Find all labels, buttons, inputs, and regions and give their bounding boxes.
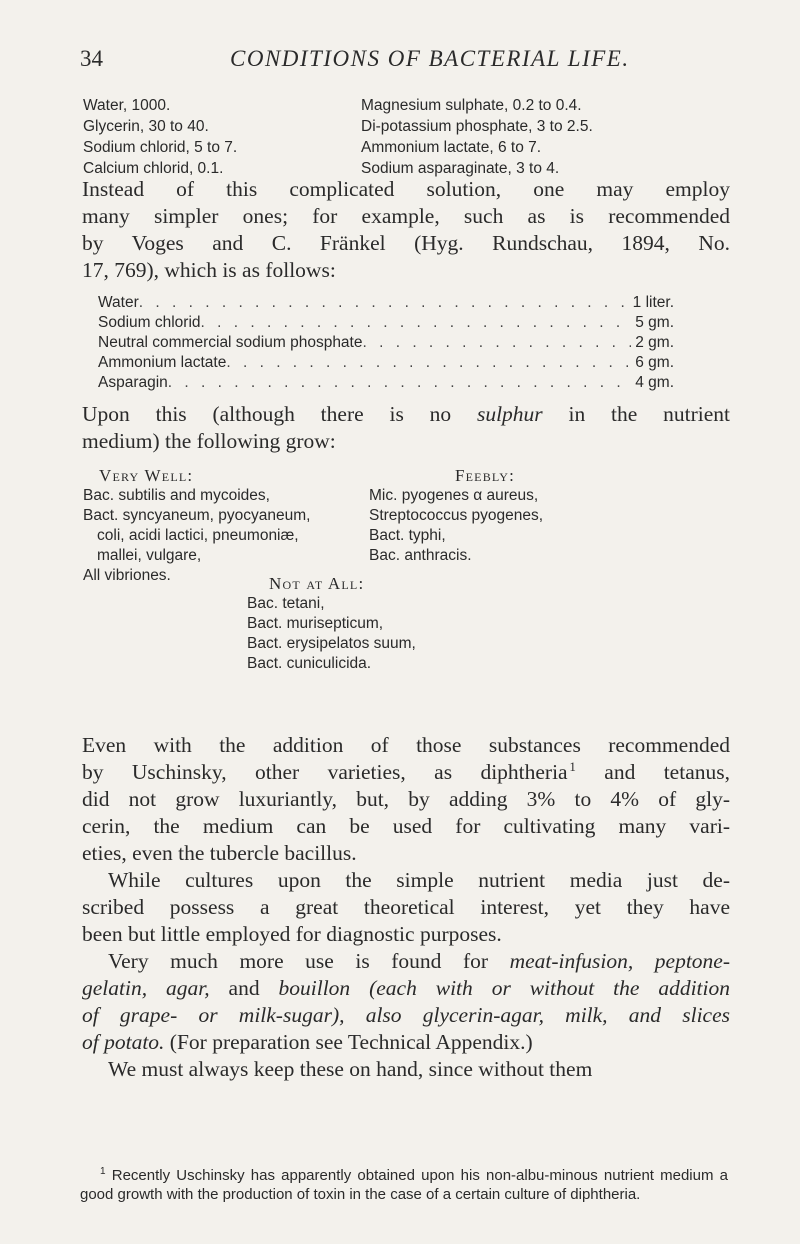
text-line: 17, 769), which is as follows: <box>82 258 336 282</box>
footnote <box>80 1166 728 1204</box>
group-heading: Feebly: <box>455 466 516 485</box>
recipe-ingredient: Water <box>98 294 139 311</box>
text-line <box>82 1029 730 1056</box>
organism-item: Bact. typhi, <box>369 527 446 544</box>
text-line <box>82 401 730 428</box>
organism-item: All vibriones. <box>83 567 171 584</box>
text-line: medium) the following grow: <box>82 429 336 453</box>
text-span: and tetanus, <box>575 760 730 784</box>
text-span: (For preparation see Technical Appendix.) <box>164 1030 533 1054</box>
group-heading: Not at All: <box>269 574 365 593</box>
recipe-row <box>98 293 674 313</box>
running-title: CONDITIONS OF BACTERIAL LIFE. <box>230 46 630 71</box>
text-line: been but little employed for diagnostic purposes. <box>82 922 502 946</box>
emphasis: gelatin, agar, <box>82 976 210 1000</box>
salt-formula-left-column <box>83 95 237 179</box>
text-span: and <box>209 976 279 1000</box>
running-header <box>80 46 720 76</box>
formula-item: Sodium asparaginate, 3 to 4. <box>361 160 560 177</box>
footnote-text: Recently Uschinsky has apparently obtained upon his non-albu-minous nutrient medium a good growth with the production of toxin in the case of a certain culture of diphtheria. <box>80 1167 728 1203</box>
organism-item: Bac. anthracis. <box>369 547 472 564</box>
leader-dots <box>139 293 629 313</box>
emphasis: of grape- or milk-sugar), also glycerin-agar, milk, and slices <box>82 1003 730 1027</box>
leader-dots <box>226 353 631 373</box>
paragraph-uschinsky <box>82 732 730 867</box>
text-span: Very much more use is found for <box>108 949 510 973</box>
recipe-ingredient: Neutral commercial sodium phosphate <box>98 334 363 351</box>
organism-item: mallei, vulgare, <box>97 547 202 564</box>
organism-item: Bact. murisepticum, <box>247 615 384 632</box>
footnote-marker: 1 <box>569 758 576 774</box>
text-line: by Voges and C. Fränkel (Hyg. Rundschau, 1894, No. <box>82 231 730 255</box>
organism-item: coli, acidi lactici, pneumoniæ, <box>97 527 299 544</box>
text-line <box>82 975 730 1002</box>
recipe-ingredient: Sodium chlorid <box>98 314 201 331</box>
recipe-row <box>98 313 674 333</box>
text-line: did not grow luxuriantly, but, by adding 3% to 4% of gly- <box>82 787 730 811</box>
recipe-row <box>98 353 674 373</box>
text-line: many simpler ones; for example, such as is recommended <box>82 204 730 228</box>
emphasis: bouillon (each with or without the addition <box>278 976 730 1000</box>
text-span: Upon this (although there is no <box>82 402 477 426</box>
organism-item: Mic. pyogenes α aureus, <box>369 487 539 504</box>
text-line: Even with the addition of those substances recommended <box>82 733 730 757</box>
salt-formula-right-column <box>361 95 593 179</box>
emphasis: meat-infusion, peptone- <box>509 949 730 973</box>
recipe-row <box>98 373 674 393</box>
paragraph-simple-media <box>82 867 730 948</box>
text-line: While cultures upon the simple nutrient media just de- <box>108 868 730 892</box>
text-line: scribed possess a great theoretical interest, yet they have <box>82 895 730 919</box>
formula-item: Glycerin, 30 to 40. <box>83 118 209 135</box>
recipe-table <box>98 293 674 393</box>
leader-dots <box>362 333 631 353</box>
growth-groups <box>83 466 733 776</box>
text-line: eties, even the tubercle bacillus. <box>82 841 357 865</box>
recipe-row <box>98 333 674 353</box>
recipe-ingredient: Ammonium lactate <box>98 354 227 371</box>
organism-item: Bac. tetani, <box>247 595 325 612</box>
text-line <box>82 759 730 786</box>
organism-item: Bact. syncyaneum, pyocyaneum, <box>83 507 311 524</box>
formula-item: Di-potassium phosphate, 3 to 2.5. <box>361 118 593 135</box>
emphasis: sulphur <box>476 402 543 426</box>
text-line <box>82 1002 730 1029</box>
footnote-marker: 1 <box>100 1166 106 1177</box>
paragraph-simpler-solutions <box>82 176 730 284</box>
page-number: 34 <box>80 46 103 71</box>
formula-item: Calcium chlorid, 0.1. <box>83 160 224 177</box>
group-very-well <box>83 466 310 586</box>
recipe-amount: 6 gm. <box>635 354 674 371</box>
formula-item: Ammonium lactate, 6 to 7. <box>361 139 542 156</box>
paragraph-common-media <box>82 948 730 1083</box>
organism-item: Bact. cuniculicida. <box>247 655 372 672</box>
text-span: in the nutrient <box>542 402 730 426</box>
formula-item: Sodium chlorid, 5 to 7. <box>83 139 238 156</box>
text-line: We must always keep these on hand, since without them <box>108 1057 593 1081</box>
group-not-at-all <box>247 574 416 674</box>
recipe-amount: 5 gm. <box>635 314 674 331</box>
paragraph-following-grow <box>82 401 730 455</box>
recipe-ingredient: Asparagin <box>98 374 168 391</box>
text-line <box>82 948 730 975</box>
organism-item: Bac. subtilis and mycoides, <box>83 487 270 504</box>
group-heading: Very Well: <box>99 466 194 485</box>
leader-dots <box>168 373 631 393</box>
formula-item: Water, 1000. <box>83 97 171 114</box>
recipe-amount: 4 gm. <box>635 374 674 391</box>
recipe-amount: 2 gm. <box>635 334 674 351</box>
group-feebly <box>369 466 543 566</box>
text-span: by Uschinsky, other varieties, as diphtheria <box>82 760 568 784</box>
formula-item: Magnesium sulphate, 0.2 to 0.4. <box>361 97 582 114</box>
leader-dots <box>201 313 632 333</box>
text-line: Instead of this complicated solution, one may employ <box>82 177 730 201</box>
organism-item: Streptococcus pyogenes, <box>369 507 544 524</box>
emphasis: of potato. <box>82 1030 165 1054</box>
organism-item: Bact. erysipelatos suum, <box>247 635 416 652</box>
text-line: cerin, the medium can be used for cultivating many vari- <box>82 814 730 838</box>
recipe-amount: 1 liter. <box>632 294 674 311</box>
